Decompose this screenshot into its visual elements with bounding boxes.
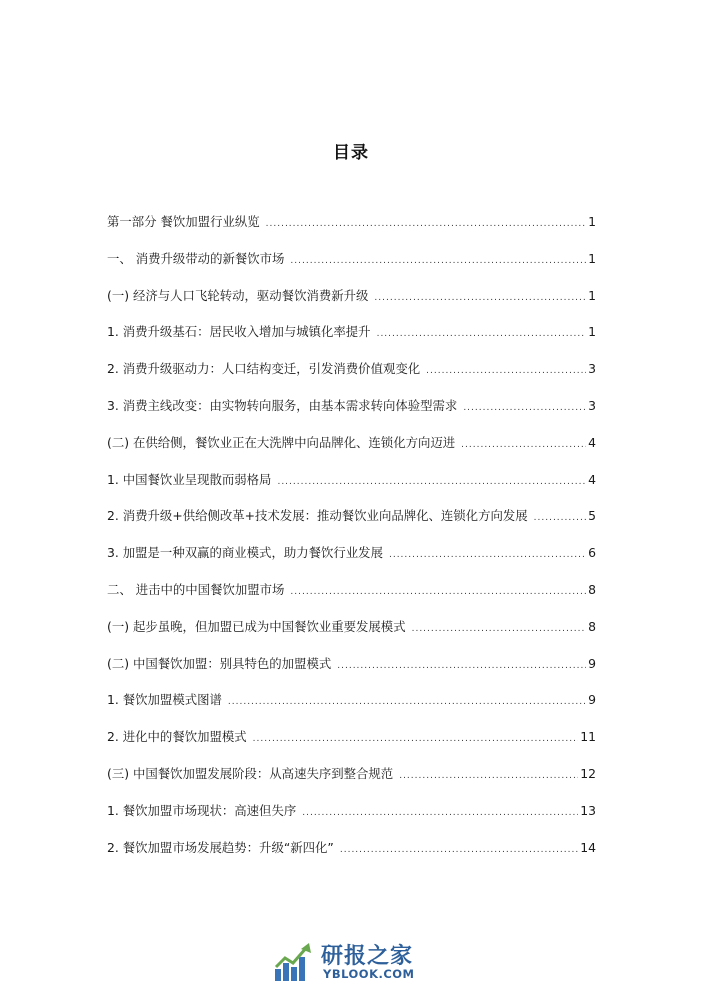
toc-page-number: 5 (588, 508, 596, 524)
toc-page-number: 3 (588, 361, 596, 377)
toc-entry[interactable] (107, 396, 596, 433)
toc-entry[interactable] (107, 617, 596, 654)
toc-entry[interactable] (107, 506, 596, 543)
bar-chart-arrow-icon (273, 941, 317, 985)
toc-entry[interactable] (107, 249, 596, 286)
toc-dot-leader (377, 324, 587, 344)
toc-dot-leader (266, 214, 586, 234)
toc-dot-leader (389, 545, 586, 565)
toc-entry[interactable] (107, 470, 596, 507)
toc-page-number: 3 (588, 397, 596, 413)
toc-entry[interactable] (107, 286, 596, 323)
watermark-logo (273, 937, 443, 989)
toc-page-number: 12 (580, 765, 596, 781)
toc-dot-leader (277, 472, 586, 492)
toc-dot-leader (302, 803, 578, 823)
toc-dot-leader (290, 251, 586, 271)
toc-dot-leader (290, 582, 586, 602)
toc-entry-label: (三) 中国餐饮加盟发展阶段：从高速失序到整合规范 (107, 765, 394, 781)
toc-entry-label: 1. 餐饮加盟市场现状：高速但失序 (107, 802, 297, 818)
toc-entry-label: 2. 消费升级驱动力：人口结构变迁，引发消费价值观变化 (107, 361, 421, 377)
toc-entry-label: 2. 餐饮加盟市场发展趋势：升级“新四化” (107, 839, 334, 855)
toc-dot-leader (337, 656, 586, 676)
toc-dot-leader (340, 840, 578, 860)
page-title: 目录 (333, 143, 369, 163)
toc-entry-label: (一) 起步虽晚，但加盟已成为中国餐饮业重要发展模式 (107, 618, 406, 634)
toc-entry[interactable] (107, 690, 596, 727)
toc-page-number: 14 (580, 839, 596, 855)
toc-entry-label: 二、 进击中的中国餐饮加盟市场 (107, 581, 285, 597)
toc-page-number: 8 (588, 581, 596, 597)
toc-page-number: 9 (588, 692, 596, 708)
toc-entry-label: 1. 餐饮加盟模式图谱 (107, 692, 222, 708)
toc-entry[interactable] (107, 322, 596, 359)
toc-entry-label: (二) 中国餐饮加盟：别具特色的加盟模式 (107, 655, 332, 671)
toc-dot-leader (253, 729, 579, 749)
toc-page-number: 4 (588, 434, 596, 450)
toc-dot-leader (461, 435, 586, 455)
toc-page-number: 1 (588, 287, 596, 303)
toc-entry-label: 一、 消费升级带动的新餐饮市场 (107, 250, 285, 266)
watermark-url: YBLOOK.COM (323, 967, 415, 981)
toc-entry-label: (二) 在供给侧，餐饮业正在大洗牌中向品牌化、连锁化方向迈进 (107, 434, 456, 450)
toc-entry-label: 3. 消费主线改变：由实物转向服务，由基本需求转向体验型需求 (107, 397, 458, 413)
table-of-contents (107, 212, 596, 874)
toc-entry[interactable] (107, 764, 596, 801)
toc-entry[interactable] (107, 543, 596, 580)
toc-page-number: 11 (580, 729, 596, 745)
toc-page-number: 13 (580, 802, 596, 818)
toc-page-number: 8 (588, 618, 596, 634)
toc-entry[interactable] (107, 801, 596, 838)
toc-entry-label: 2. 消费升级+供给侧改革+技术发展：推动餐饮业向品牌化、连锁化方向发展 (107, 508, 528, 524)
toc-entry-label: 2. 进化中的餐饮加盟模式 (107, 729, 247, 745)
toc-dot-leader (399, 766, 578, 786)
toc-entry[interactable] (107, 433, 596, 470)
toc-page-number: 1 (588, 214, 596, 229)
toc-entry[interactable] (107, 359, 596, 396)
toc-page-number: 4 (588, 471, 596, 487)
toc-dot-leader (463, 398, 586, 418)
toc-entry[interactable] (107, 580, 596, 617)
toc-entry-label: 1. 消费升级基石：居民收入增加与城镇化率提升 (107, 324, 371, 340)
toc-dot-leader (534, 508, 586, 528)
toc-entry[interactable] (107, 212, 596, 249)
toc-entry[interactable] (107, 727, 596, 764)
toc-entry-label: (一) 经济与人口飞轮转动，驱动餐饮消费新升级 (107, 287, 369, 303)
toc-entry-label: 第一部分 餐饮加盟行业纵览 (107, 214, 260, 229)
toc-entry-label: 1. 中国餐饮业呈现散而弱格局 (107, 471, 272, 487)
toc-page-number: 1 (588, 250, 596, 266)
toc-dot-leader (426, 361, 586, 381)
toc-entry[interactable] (107, 654, 596, 691)
toc-dot-leader (412, 619, 587, 639)
toc-page-number: 6 (588, 545, 596, 561)
toc-dot-leader (374, 288, 586, 308)
toc-entry-label: 3. 加盟是一种双赢的商业模式，助力餐饮行业发展 (107, 545, 383, 561)
toc-page-number: 1 (588, 324, 596, 340)
toc-page-number: 9 (588, 655, 596, 671)
toc-dot-leader (228, 692, 586, 712)
watermark-name: 研报之家 (321, 944, 414, 969)
toc-entry[interactable] (107, 838, 596, 875)
